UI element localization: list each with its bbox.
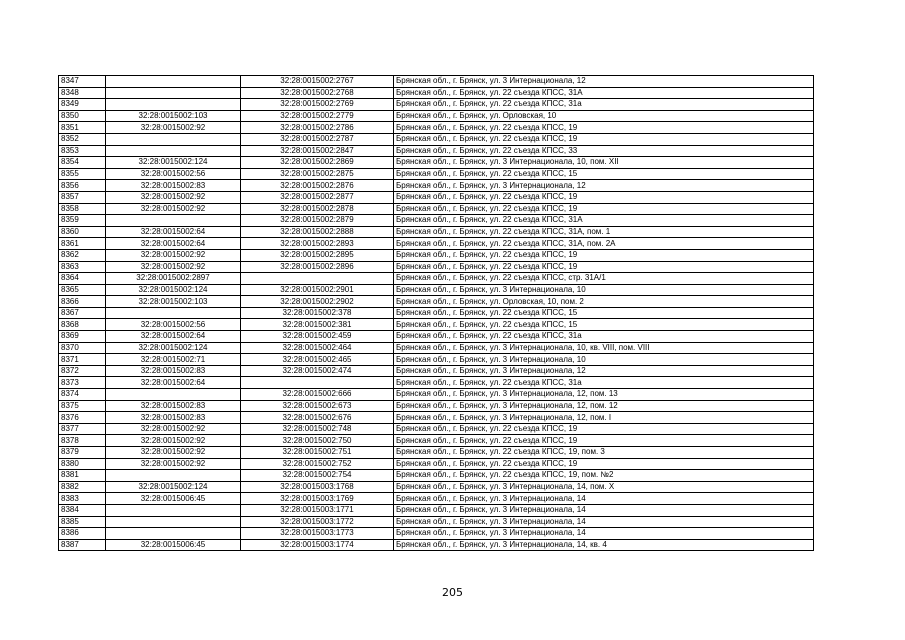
table-row: [59, 435, 814, 447]
old-cadastral-number-cell: 32:28:0015002:92: [106, 191, 241, 203]
table-row: [59, 191, 814, 203]
address-cell: Брянская обл., г. Брянск, ул. 22 съезда КПСС, 19, пом. 3: [394, 447, 814, 459]
table-row: [59, 516, 814, 528]
row-number-cell: 8360: [59, 226, 106, 238]
address-cell: Брянская обл., г. Брянск, ул. 3 Интернационала, 12: [394, 76, 814, 88]
address-cell: Брянская обл., г. Брянск, ул. 22 съезда КПСС, 19, пом. №2: [394, 470, 814, 482]
new-cadastral-number-cell: 32:28:0015002:459: [241, 331, 394, 343]
row-number-cell: 8377: [59, 423, 106, 435]
address-cell: Брянская обл., г. Брянск, ул. 22 съезда КПСС, 15: [394, 168, 814, 180]
address-cell: Брянская обл., г. Брянск, ул. 3 Интернационала, 14: [394, 516, 814, 528]
address-cell: Брянская обл., г. Брянск, ул. 22 съезда КПСС, 31А: [394, 87, 814, 99]
row-number-cell: 8353: [59, 145, 106, 157]
row-number-cell: 8374: [59, 389, 106, 401]
row-number-cell: 8366: [59, 296, 106, 308]
old-cadastral-number-cell: 32:28:0015002:92: [106, 203, 241, 215]
new-cadastral-number-cell: 32:28:0015002:2896: [241, 261, 394, 273]
address-cell: Брянская обл., г. Брянск, ул. 3 Интернационала, 14: [394, 504, 814, 516]
address-cell: Брянская обл., г. Брянск, ул. 3 Интернационала, 12, пом. 12: [394, 400, 814, 412]
new-cadastral-number-cell: [241, 377, 394, 389]
table-row: [59, 307, 814, 319]
address-cell: Брянская обл., г. Брянск, ул. 3 Интернационала, 10, кв. VIII, пом. VIII: [394, 342, 814, 354]
table-row: [59, 296, 814, 308]
new-cadastral-number-cell: 32:28:0015002:2895: [241, 249, 394, 261]
address-cell: Брянская обл., г. Брянск, ул. 3 Интернационала, 12: [394, 180, 814, 192]
table-row: [59, 354, 814, 366]
address-cell: Брянская обл., г. Брянск, ул. 3 Интернационала, 12, пом. 13: [394, 389, 814, 401]
row-number-cell: 8371: [59, 354, 106, 366]
row-number-cell: 8379: [59, 447, 106, 459]
table-row: [59, 110, 814, 122]
old-cadastral-number-cell: [106, 87, 241, 99]
row-number-cell: 8362: [59, 249, 106, 261]
old-cadastral-number-cell: 32:28:0015002:92: [106, 447, 241, 459]
old-cadastral-number-cell: [106, 133, 241, 145]
address-cell: Брянская обл., г. Брянск, ул. 22 съезда КПСС, 31А, пом. 1: [394, 226, 814, 238]
table-row: [59, 377, 814, 389]
row-number-cell: 8358: [59, 203, 106, 215]
table-row: [59, 87, 814, 99]
row-number-cell: 8355: [59, 168, 106, 180]
table-row: [59, 458, 814, 470]
row-number-cell: 8357: [59, 191, 106, 203]
address-cell: Брянская обл., г. Брянск, ул. 22 съезда КПСС, 15: [394, 307, 814, 319]
row-number-cell: 8383: [59, 493, 106, 505]
registry-table: [58, 75, 814, 551]
address-cell: Брянская обл., г. Брянск, ул. 22 съезда КПСС, 19: [394, 458, 814, 470]
row-number-cell: 8349: [59, 99, 106, 111]
new-cadastral-number-cell: 32:28:0015002:2787: [241, 133, 394, 145]
address-cell: Брянская обл., г. Брянск, ул. Орловская, 10, пом. 2: [394, 296, 814, 308]
table-row: [59, 528, 814, 540]
new-cadastral-number-cell: 32:28:0015002:673: [241, 400, 394, 412]
table-row: [59, 122, 814, 134]
old-cadastral-number-cell: [106, 516, 241, 528]
row-number-cell: 8381: [59, 470, 106, 482]
table-row: [59, 76, 814, 88]
old-cadastral-number-cell: 32:28:0015002:2897: [106, 273, 241, 285]
old-cadastral-number-cell: 32:28:0015002:92: [106, 249, 241, 261]
table-row: [59, 389, 814, 401]
new-cadastral-number-cell: 32:28:0015002:2878: [241, 203, 394, 215]
table-row: [59, 493, 814, 505]
new-cadastral-number-cell: 32:28:0015002:752: [241, 458, 394, 470]
row-number-cell: 8376: [59, 412, 106, 424]
address-cell: Брянская обл., г. Брянск, ул. 3 Интернационала, 12: [394, 365, 814, 377]
new-cadastral-number-cell: 32:28:0015003:1771: [241, 504, 394, 516]
row-number-cell: 8350: [59, 110, 106, 122]
row-number-cell: 8348: [59, 87, 106, 99]
old-cadastral-number-cell: 32:28:0015006:45: [106, 539, 241, 551]
address-cell: Брянская обл., г. Брянск, ул. 22 съезда КПСС, 19: [394, 261, 814, 273]
row-number-cell: 8364: [59, 273, 106, 285]
row-number-cell: 8354: [59, 157, 106, 169]
new-cadastral-number-cell: 32:28:0015003:1773: [241, 528, 394, 540]
new-cadastral-number-cell: 32:28:0015002:2893: [241, 238, 394, 250]
address-cell: Брянская обл., г. Брянск, ул. 22 съезда КПСС, 19: [394, 191, 814, 203]
row-number-cell: 8370: [59, 342, 106, 354]
address-cell: Брянская обл., г. Брянск, ул. 3 Интернационала, 14: [394, 493, 814, 505]
old-cadastral-number-cell: 32:28:0015002:64: [106, 238, 241, 250]
new-cadastral-number-cell: 32:28:0015003:1772: [241, 516, 394, 528]
row-number-cell: 8375: [59, 400, 106, 412]
old-cadastral-number-cell: [106, 145, 241, 157]
new-cadastral-number-cell: 32:28:0015002:2875: [241, 168, 394, 180]
table-row: [59, 504, 814, 516]
row-number-cell: 8356: [59, 180, 106, 192]
new-cadastral-number-cell: 32:28:0015002:2779: [241, 110, 394, 122]
table-row: [59, 145, 814, 157]
new-cadastral-number-cell: 32:28:0015002:381: [241, 319, 394, 331]
row-number-cell: 8373: [59, 377, 106, 389]
address-cell: Брянская обл., г. Брянск, ул. 22 съезда КПСС, 19: [394, 133, 814, 145]
address-cell: Брянская обл., г. Брянск, ул. Орловская, 10: [394, 110, 814, 122]
old-cadastral-number-cell: 32:28:0015002:124: [106, 284, 241, 296]
table-row: [59, 365, 814, 377]
registry-table-body: [59, 76, 814, 551]
old-cadastral-number-cell: [106, 215, 241, 227]
row-number-cell: 8352: [59, 133, 106, 145]
address-cell: Брянская обл., г. Брянск, ул. 3 Интернационала, 14, кв. 4: [394, 539, 814, 551]
old-cadastral-number-cell: 32:28:0015002:124: [106, 157, 241, 169]
table-row: [59, 539, 814, 551]
new-cadastral-number-cell: 32:28:0015002:2767: [241, 76, 394, 88]
new-cadastral-number-cell: 32:28:0015002:751: [241, 447, 394, 459]
new-cadastral-number-cell: 32:28:0015002:474: [241, 365, 394, 377]
new-cadastral-number-cell: 32:28:0015002:378: [241, 307, 394, 319]
new-cadastral-number-cell: 32:28:0015002:750: [241, 435, 394, 447]
old-cadastral-number-cell: 32:28:0015002:92: [106, 458, 241, 470]
address-cell: Брянская обл., г. Брянск, ул. 22 съезда КПСС, 19: [394, 423, 814, 435]
address-cell: Брянская обл., г. Брянск, ул. 22 съезда КПСС, 31а: [394, 99, 814, 111]
table-row: [59, 249, 814, 261]
table-row: [59, 261, 814, 273]
new-cadastral-number-cell: 32:28:0015002:2768: [241, 87, 394, 99]
address-cell: Брянская обл., г. Брянск, ул. 3 Интернационала, 14, пом. Х: [394, 481, 814, 493]
address-cell: Брянская обл., г. Брянск, ул. 3 Интернационала, 10, пом. XII: [394, 157, 814, 169]
old-cadastral-number-cell: 32:28:0015002:124: [106, 481, 241, 493]
row-number-cell: 8378: [59, 435, 106, 447]
row-number-cell: 8387: [59, 539, 106, 551]
address-cell: Брянская обл., г. Брянск, ул. 22 съезда КПСС, 31А: [394, 215, 814, 227]
row-number-cell: 8361: [59, 238, 106, 250]
row-number-cell: 8347: [59, 76, 106, 88]
table-row: [59, 470, 814, 482]
table-row: [59, 284, 814, 296]
old-cadastral-number-cell: 32:28:0015002:83: [106, 412, 241, 424]
table-row: [59, 331, 814, 343]
old-cadastral-number-cell: 32:28:0015002:92: [106, 435, 241, 447]
row-number-cell: 8351: [59, 122, 106, 134]
new-cadastral-number-cell: 32:28:0015003:1769: [241, 493, 394, 505]
address-cell: Брянская обл., г. Брянск, ул. 22 съезда КПСС, 19: [394, 435, 814, 447]
row-number-cell: 8385: [59, 516, 106, 528]
table-row: [59, 400, 814, 412]
address-cell: Брянская обл., г. Брянск, ул. 3 Интернационала, 12, пом. I: [394, 412, 814, 424]
address-cell: Брянская обл., г. Брянск, ул. 22 съезда КПСС, 33: [394, 145, 814, 157]
new-cadastral-number-cell: 32:28:0015002:2901: [241, 284, 394, 296]
table-row: [59, 226, 814, 238]
old-cadastral-number-cell: [106, 389, 241, 401]
table-row: [59, 168, 814, 180]
address-cell: Брянская обл., г. Брянск, ул. 3 Интернационала, 14: [394, 528, 814, 540]
new-cadastral-number-cell: 32:28:0015003:1774: [241, 539, 394, 551]
new-cadastral-number-cell: 32:28:0015002:2847: [241, 145, 394, 157]
old-cadastral-number-cell: 32:28:0015002:56: [106, 319, 241, 331]
table-row: [59, 133, 814, 145]
row-number-cell: 8384: [59, 504, 106, 516]
old-cadastral-number-cell: 32:28:0015002:71: [106, 354, 241, 366]
table-row: [59, 319, 814, 331]
new-cadastral-number-cell: 32:28:0015002:2879: [241, 215, 394, 227]
new-cadastral-number-cell: 32:28:0015002:748: [241, 423, 394, 435]
old-cadastral-number-cell: [106, 528, 241, 540]
old-cadastral-number-cell: 32:28:0015002:103: [106, 110, 241, 122]
address-cell: Брянская обл., г. Брянск, ул. 22 съезда КПСС, 31а: [394, 331, 814, 343]
table-row: [59, 342, 814, 354]
new-cadastral-number-cell: 32:28:0015002:2786: [241, 122, 394, 134]
address-cell: Брянская обл., г. Брянск, ул. 22 съезда КПСС, 31А, пом. 2А: [394, 238, 814, 250]
old-cadastral-number-cell: 32:28:0015002:64: [106, 331, 241, 343]
old-cadastral-number-cell: 32:28:0015002:92: [106, 261, 241, 273]
table-row: [59, 215, 814, 227]
old-cadastral-number-cell: 32:28:0015002:92: [106, 122, 241, 134]
address-cell: Брянская обл., г. Брянск, ул. 22 съезда КПСС, 15: [394, 319, 814, 331]
old-cadastral-number-cell: [106, 307, 241, 319]
new-cadastral-number-cell: 32:28:0015002:465: [241, 354, 394, 366]
address-cell: Брянская обл., г. Брянск, ул. 22 съезда КПСС, 19: [394, 122, 814, 134]
table-row: [59, 481, 814, 493]
new-cadastral-number-cell: 32:28:0015002:2769: [241, 99, 394, 111]
new-cadastral-number-cell: 32:28:0015002:464: [241, 342, 394, 354]
old-cadastral-number-cell: [106, 504, 241, 516]
table-row: [59, 203, 814, 215]
address-cell: Брянская обл., г. Брянск, ул. 3 Интернационала, 10: [394, 284, 814, 296]
table-row: [59, 273, 814, 285]
old-cadastral-number-cell: 32:28:0015002:83: [106, 365, 241, 377]
row-number-cell: 8380: [59, 458, 106, 470]
old-cadastral-number-cell: 32:28:0015002:83: [106, 400, 241, 412]
old-cadastral-number-cell: [106, 76, 241, 88]
old-cadastral-number-cell: [106, 470, 241, 482]
new-cadastral-number-cell: 32:28:0015002:666: [241, 389, 394, 401]
table-row: [59, 447, 814, 459]
row-number-cell: 8365: [59, 284, 106, 296]
old-cadastral-number-cell: 32:28:0015002:83: [106, 180, 241, 192]
row-number-cell: 8386: [59, 528, 106, 540]
table-row: [59, 238, 814, 250]
new-cadastral-number-cell: [241, 273, 394, 285]
old-cadastral-number-cell: 32:28:0015002:124: [106, 342, 241, 354]
address-cell: Брянская обл., г. Брянск, ул. 3 Интернационала, 10: [394, 354, 814, 366]
old-cadastral-number-cell: 32:28:0015002:56: [106, 168, 241, 180]
row-number-cell: 8372: [59, 365, 106, 377]
address-cell: Брянская обл., г. Брянск, ул. 22 съезда КПСС, 31а: [394, 377, 814, 389]
new-cadastral-number-cell: 32:28:0015002:754: [241, 470, 394, 482]
new-cadastral-number-cell: 32:28:0015002:2888: [241, 226, 394, 238]
new-cadastral-number-cell: 32:28:0015002:676: [241, 412, 394, 424]
old-cadastral-number-cell: [106, 99, 241, 111]
table-row: [59, 157, 814, 169]
row-number-cell: 8359: [59, 215, 106, 227]
page-number: 205: [442, 586, 463, 599]
table-row: [59, 412, 814, 424]
row-number-cell: 8382: [59, 481, 106, 493]
old-cadastral-number-cell: 32:28:0015002:64: [106, 377, 241, 389]
row-number-cell: 8367: [59, 307, 106, 319]
table-row: [59, 99, 814, 111]
new-cadastral-number-cell: 32:28:0015002:2902: [241, 296, 394, 308]
row-number-cell: 8368: [59, 319, 106, 331]
address-cell: Брянская обл., г. Брянск, ул. 22 съезда КПСС, 19: [394, 249, 814, 261]
row-number-cell: 8363: [59, 261, 106, 273]
old-cadastral-number-cell: 32:28:0015006:45: [106, 493, 241, 505]
row-number-cell: 8369: [59, 331, 106, 343]
table-row: [59, 180, 814, 192]
new-cadastral-number-cell: 32:28:0015003:1768: [241, 481, 394, 493]
old-cadastral-number-cell: 32:28:0015002:103: [106, 296, 241, 308]
new-cadastral-number-cell: 32:28:0015002:2876: [241, 180, 394, 192]
new-cadastral-number-cell: 32:28:0015002:2869: [241, 157, 394, 169]
table-row: [59, 423, 814, 435]
new-cadastral-number-cell: 32:28:0015002:2877: [241, 191, 394, 203]
address-cell: Брянская обл., г. Брянск, ул. 22 съезда КПСС, 19: [394, 203, 814, 215]
old-cadastral-number-cell: 32:28:0015002:92: [106, 423, 241, 435]
address-cell: Брянская обл., г. Брянск, ул. 22 съезда КПСС, стр. 31А/1: [394, 273, 814, 285]
old-cadastral-number-cell: 32:28:0015002:64: [106, 226, 241, 238]
